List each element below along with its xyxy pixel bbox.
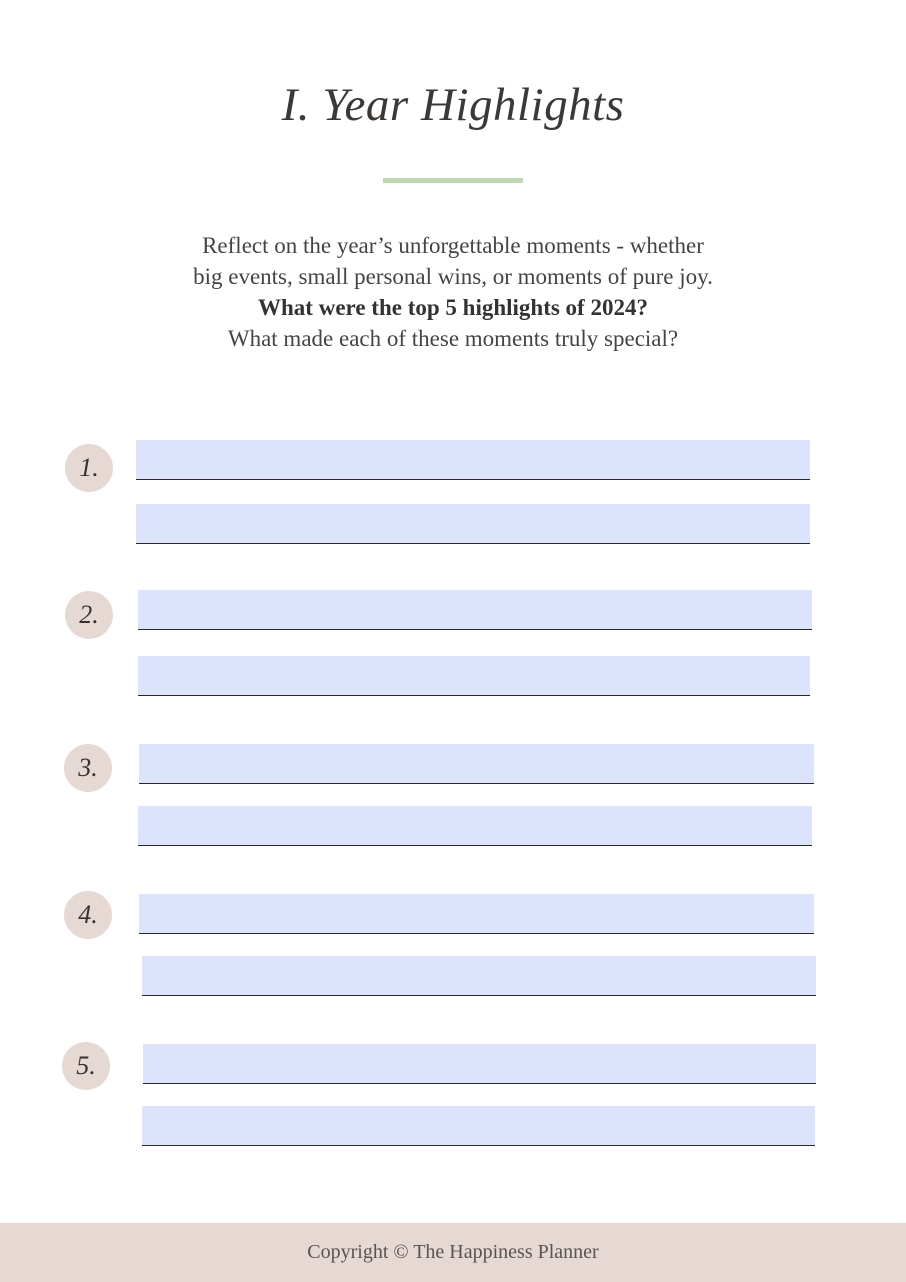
highlight-3-line-2-field[interactable] (138, 806, 812, 846)
intro-text (0, 230, 906, 354)
highlight-3-line-1-field[interactable] (139, 744, 814, 784)
copyright-text: Copyright © The Happiness Planner (307, 1241, 599, 1263)
highlight-4-line-1-field[interactable] (139, 894, 814, 934)
highlight-number-1: 1. (65, 444, 113, 492)
highlight-5-line-2-field[interactable] (142, 1106, 815, 1146)
highlight-number-2: 2. (65, 591, 113, 639)
intro-line-1: Reflect on the year’s unforgettable moments - whether (202, 233, 704, 258)
highlight-1-line-2-field[interactable] (136, 504, 810, 544)
highlight-1-line-1-field[interactable] (136, 440, 810, 480)
page-title: I. Year Highlights (281, 79, 625, 131)
highlight-2-line-2-field[interactable] (138, 656, 810, 696)
highlight-4-line-2-field[interactable] (142, 956, 816, 996)
highlight-number-3: 3. (64, 744, 112, 792)
intro-line-4: What made each of these moments truly special? (227, 326, 679, 351)
highlight-2-line-1-field[interactable] (138, 590, 812, 630)
highlight-number-4: 4. (64, 891, 112, 939)
intro-question: What were the top 5 highlights of 2024? (258, 295, 648, 320)
highlight-number-5: 5. (62, 1042, 110, 1090)
footer (0, 1223, 906, 1282)
title-divider (383, 178, 523, 183)
intro-line-2: big events, small personal wins, or moments of pure joy. (193, 264, 713, 289)
highlight-5-line-1-field[interactable] (143, 1044, 816, 1084)
